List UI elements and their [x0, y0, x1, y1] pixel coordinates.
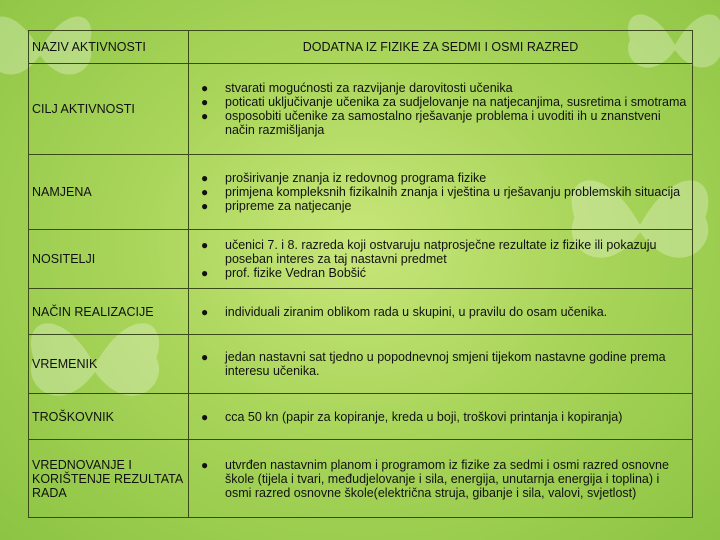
- table-row-nositelji: [29, 230, 693, 289]
- table-row-cilj: [29, 64, 693, 155]
- list-item-text: stvarati mogućnosti za razvijanje darovitosti učenika: [225, 81, 513, 95]
- list-item: [192, 199, 689, 213]
- list-item: [192, 171, 689, 185]
- list-item-text: osposobiti učenike za samostalno rješavanje problema i uvoditi ih u znanstveni način razmišljanja: [225, 109, 661, 137]
- row-content: [189, 64, 693, 155]
- list-item: [192, 458, 689, 500]
- row-content: [189, 440, 693, 518]
- table-row-vrednovanje: [29, 440, 693, 518]
- list-item-text: individuali ziranim oblikom rada u skupini, u pravilu do osam učenika.: [225, 304, 608, 319]
- bullet-icon: ●: [201, 457, 209, 472]
- bullet-icon: ●: [201, 185, 209, 199]
- row-content: [189, 394, 693, 440]
- bullet-icon: ●: [201, 81, 209, 95]
- bullet-icon: ●: [201, 304, 209, 319]
- list-item: [192, 266, 689, 280]
- list-item: [192, 109, 689, 137]
- list-item: [192, 350, 689, 378]
- row-label: CILJ AKTIVNOSTI: [29, 64, 189, 155]
- bullet-icon: ●: [201, 109, 209, 123]
- row-label: NAČIN REALIZACIJE: [29, 289, 189, 335]
- bullet-icon: ●: [201, 95, 209, 109]
- list-item-text: primjena kompleksnih fizikalnih znanja i vještina u rješavanju problemskih situacija: [225, 185, 681, 199]
- list-item: [192, 305, 689, 319]
- row-content: [189, 335, 693, 394]
- list-item-text: proširivanje znanja iz redovnog programa fizike: [225, 171, 487, 185]
- list-item-text: utvrđen nastavnim planom i programom iz fizike za sedmi i osmi razred osnovne škole (tijela i tvari, međudjelovanje i sila, energija, unutarnja energija i toplina) i osmi razred osnovne škole(električna struja, gibanje i sila, valovi, svjetlost): [225, 457, 669, 500]
- list-item-text: cca 50 kn (papir za kopiranje, kreda u boji, troškovi printanja i kopiranja): [225, 409, 623, 424]
- list-item-text: prof. fizike Vedran Bobšić: [225, 266, 367, 280]
- bullet-icon: ●: [201, 350, 209, 364]
- table-row-troskovnik: [29, 394, 693, 440]
- bullet-icon: ●: [201, 409, 209, 424]
- bullet-icon: ●: [201, 238, 209, 252]
- table-row-vremenik: [29, 335, 693, 394]
- list-item: [192, 81, 689, 95]
- table-row-nacin-realizacije: [29, 289, 693, 335]
- list-item-text: jedan nastavni sat tjedno u popodnevnoj smjeni tijekom nastavne godine prema interesu učenika.: [225, 350, 666, 378]
- row-label: NAMJENA: [29, 155, 189, 230]
- header-activity-name-label: NAZIV AKTIVNOSTI: [29, 31, 189, 64]
- row-label: NOSITELJI: [29, 230, 189, 289]
- row-label: TROŠKOVNIK: [29, 394, 189, 440]
- list-item: [192, 185, 689, 199]
- table-row-namjena: [29, 155, 693, 230]
- activity-plan-table: [28, 30, 693, 518]
- table-header-row: [29, 31, 693, 64]
- row-content: [189, 230, 693, 289]
- list-item: [192, 238, 689, 266]
- row-label: VREMENIK: [29, 335, 189, 394]
- row-content: [189, 155, 693, 230]
- header-activity-title: DODATNA IZ FIZIKE ZA SEDMI I OSMI RAZRED: [189, 31, 693, 64]
- list-item-text: poticati uključivanje učenika za sudjelovanje na natjecanjima, susretima i smotrama: [225, 95, 687, 109]
- bullet-icon: ●: [201, 171, 209, 185]
- list-item-text: učenici 7. i 8. razreda koji ostvaruju natprosječne rezultate iz fizike ili pokazuju poseban interes za taj nastavni predmet: [225, 238, 657, 266]
- list-item: [192, 95, 689, 109]
- bullet-icon: ●: [201, 266, 209, 280]
- list-item-text: pripreme za natjecanje: [225, 199, 352, 213]
- row-content: [189, 289, 693, 335]
- bullet-icon: ●: [201, 199, 209, 213]
- list-item: [192, 410, 689, 424]
- row-label: VREDNOVANJE I KORIŠTENJE REZULTATA RADA: [29, 440, 189, 518]
